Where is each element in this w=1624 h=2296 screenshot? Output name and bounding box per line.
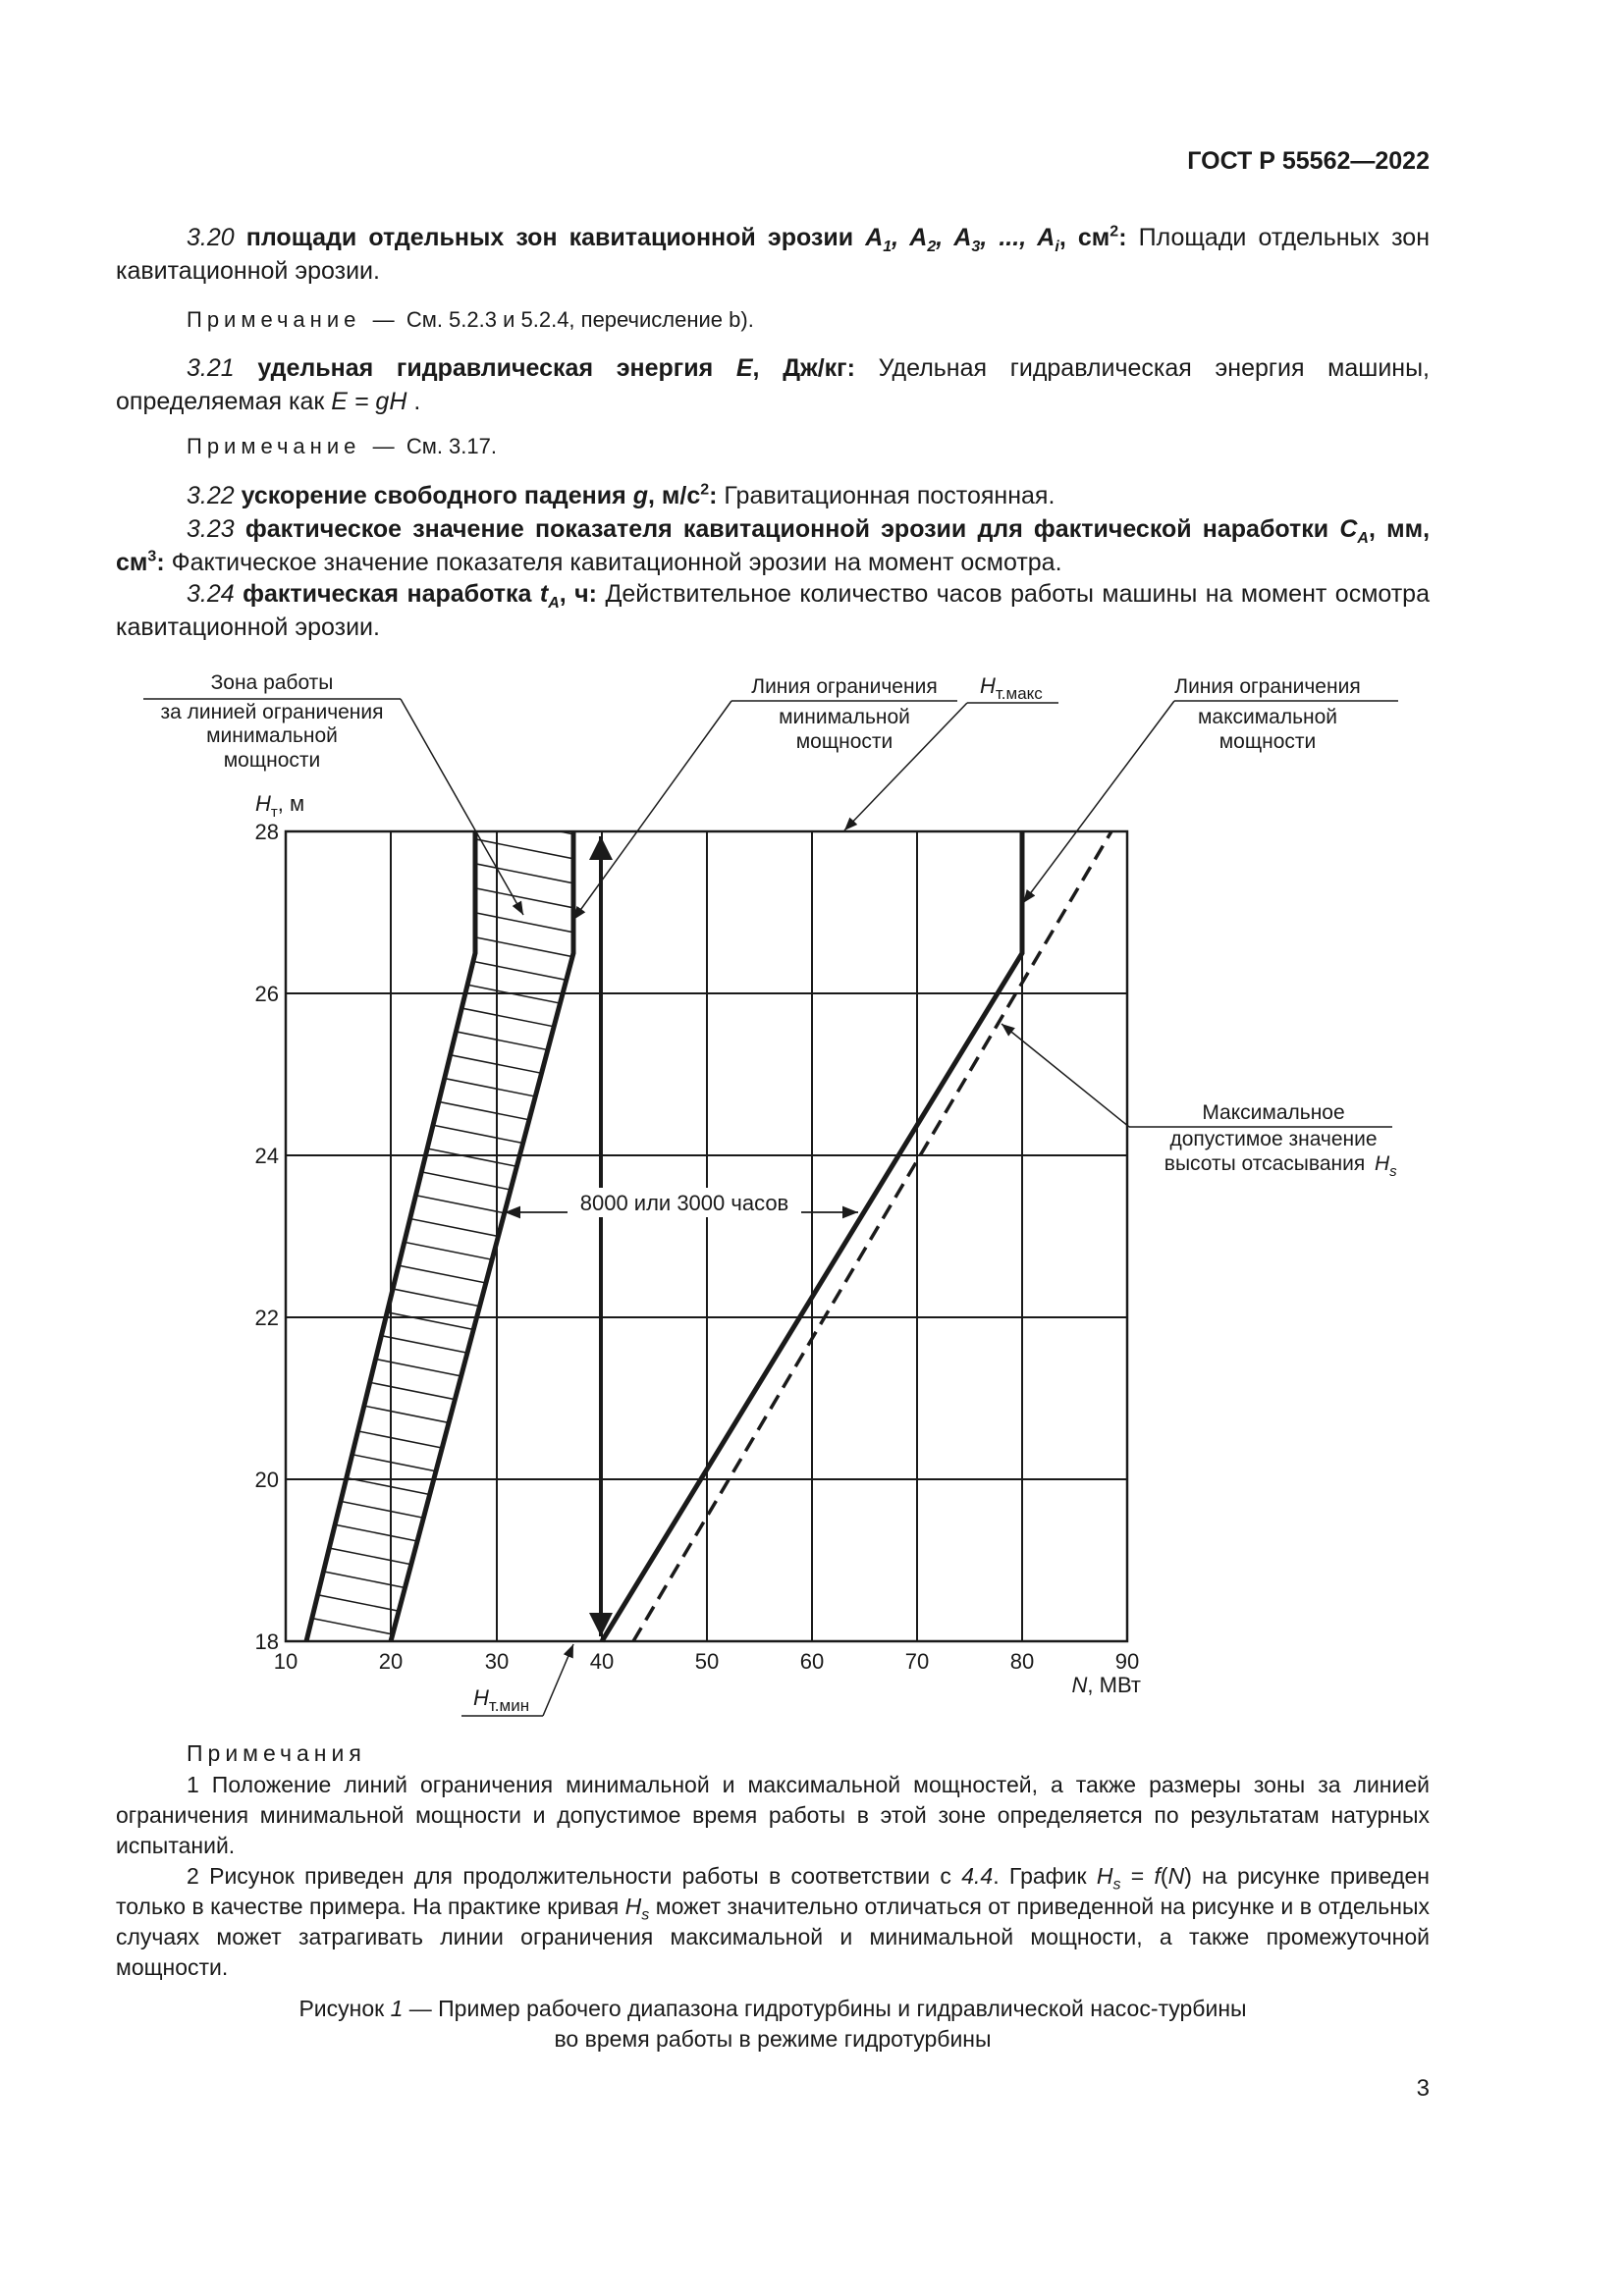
term-symbol: g (632, 482, 648, 509)
term-title: фактическое значение показателя кавитационной эрозии для фактической наработки (244, 515, 1329, 543)
x-axis-ticks (274, 1649, 1139, 1674)
y-axis-ticks (255, 820, 279, 1654)
svg-text:минимальной: минимальной (206, 724, 338, 747)
term-unit: мм, $см^3$: (116, 515, 1431, 576)
svg-text:Зона работы: Зона работы (210, 671, 334, 694)
term-definition: Площади отдельных зон кавитационной эрозии. (116, 224, 1430, 285)
page-number: 3 (1416, 2075, 1430, 2102)
term-3-23: 3.23 фактическое значение показателя кавитационной эрозии для фактической наработки $C_A$, мм, $см^3$: Фактическое значение показателя кавитационной эрозии на момент осмотра. (116, 515, 1431, 576)
term-number: 3.21 (187, 354, 235, 382)
h-max-label: $H_{т.макс}$ (980, 673, 1043, 703)
caption-line-2: во время работы в режиме гидротурбины (554, 2026, 992, 2052)
term-3-20: 3.20 площади отдельных зон кавитационной эрозии $A_1$, $A_2$, $A_3$, ..., $A_i$, $см^2$: Площади отдельных зон кавитационной эрозии. (116, 223, 1430, 285)
note-1: 1 Положение линий ограничения минимальной и максимальной мощностей, а также размеры зоны за линией ограничения минимальной мощности и допустимое время работы в этой зоне определяется по результатам натурных испытаний. (116, 1772, 1430, 1858)
svg-text:высоты отсасывания: высоты отсасывания (1164, 1152, 1366, 1175)
term-3-22: 3.22 ускорение свободного падения g, $м/с^2$: Гравитационная постоянная. (187, 481, 1056, 509)
note-3-21: Примечание — См. 3.17. (187, 434, 497, 458)
formula: E = gH (331, 388, 407, 415)
term-title: удельная гидравлическая энергия (257, 354, 714, 382)
note-label: Примечание (187, 434, 361, 458)
y-tick: 28 (254, 820, 279, 844)
svg-text:Hs: $H_s$ (1375, 1152, 1397, 1180)
term-title: фактическая наработка (243, 580, 532, 608)
term-title: площади отдельных зон кавитационной эрозии (245, 224, 854, 251)
svg-text:максимальной: максимальной (1197, 706, 1338, 728)
note-3-20: Примечание — См. 5.2.3 и 5.2.4, перечисление b). (187, 307, 754, 332)
note-text: См. 3.17. (406, 434, 497, 458)
term-3-24: 3.24 фактическая наработка $t_A$, ч: Действительное количество часов работы машины на момент осмотра кавитационной эрозии. (116, 580, 1430, 641)
document-code: ГОСТ Р 55562—2022 (1187, 147, 1430, 175)
term-number: 3.20 (187, 224, 235, 251)
term-unit: $м/с^2$: (661, 481, 718, 509)
figure-caption (116, 1994, 1430, 2055)
note-2: 2 Рисунок приведен для продолжительности работы в соответствии с 4.4. График $H_s = f(N)$ на рисунке приведен только в качестве примера. На практике кривая $H_s$ может значительно отличаться от приведенной на рисунке и в отдельных случаях может затрагивать линии ограничения максимальной и минимальной мощности, а также промежуточной мощности. (116, 1863, 1431, 1980)
term-unit: Дж/кг: (783, 354, 855, 382)
x-tick: 50 (694, 1649, 720, 1674)
x-tick: 40 (589, 1649, 615, 1674)
term-number: 3.23 (187, 515, 235, 543)
x-tick: 20 (378, 1649, 404, 1674)
svg-text:допустимое значение: допустимое значение (1169, 1128, 1378, 1150)
y-tick: 26 (254, 982, 279, 1006)
svg-text:за линией ограничения: за линией ограничения (160, 701, 384, 723)
x-tick: 70 (904, 1649, 930, 1674)
hours-label: 8000 или 3000 часов (579, 1191, 789, 1215)
callout-min-power-line (573, 675, 957, 920)
svg-text:Линия ограничения: Линия ограничения (1174, 675, 1361, 698)
notes-title: Примечания (187, 1740, 366, 1766)
x-axis-label: N, МВт (1071, 1673, 1141, 1697)
svg-text:Максимальное: Максимальное (1202, 1101, 1345, 1124)
hs-dashed-line (633, 831, 1111, 1641)
callout-zone (143, 671, 523, 915)
term-definition: Удельная гидравлическая энергия машины, определяемая как (116, 354, 1431, 415)
svg-text:минимальной: минимальной (779, 706, 910, 728)
term-symbol: $t_A$ (539, 580, 560, 612)
y-tick: 24 (254, 1144, 279, 1168)
callout-h-min (461, 1644, 573, 1716)
term-symbol: E (735, 354, 753, 382)
x-tick: 30 (484, 1649, 510, 1674)
note-text: См. 5.2.3 и 5.2.4, перечисление b). (406, 307, 754, 332)
y-tick: 20 (254, 1468, 279, 1492)
callout-hs (1001, 1024, 1397, 1180)
min-power-limit-line (391, 831, 573, 1641)
term-number: 3.24 (187, 580, 235, 608)
y-tick: 22 (254, 1306, 279, 1330)
term-definition: Фактическое значение показателя кавитационной эрозии на момент осмотра. (171, 549, 1062, 576)
h-min-label: $H_{т.мин}$ (473, 1685, 530, 1715)
svg-text:Линия ограничения: Линия ограничения (751, 675, 938, 698)
svg-text:мощности: мощности (795, 730, 893, 753)
term-3-21: 3.21 удельная гидравлическая энергия E, Дж/кг: Удельная гидравлическая энергия машины, определяемая как E = gH . (116, 354, 1431, 415)
x-tick: 80 (1009, 1649, 1035, 1674)
x-tick: 60 (799, 1649, 825, 1674)
term-definition: Действительное количество часов работы машины на момент осмотра кавитационной эрозии. (116, 580, 1430, 641)
y-tick: 18 (254, 1629, 279, 1654)
note-label: Примечание (187, 307, 361, 332)
y-axis-label: $H_т$, м (255, 791, 305, 821)
term-definition: Гравитационная постоянная. (724, 482, 1056, 509)
svg-text:мощности: мощности (223, 749, 321, 772)
x-tick: 90 (1114, 1649, 1140, 1674)
x-tick: 10 (273, 1649, 298, 1674)
term-number: 3.22 (187, 482, 235, 509)
callout-max-power-line (1023, 675, 1398, 903)
caption-line-1: Рисунок 1 — Пример рабочего диапазона гидротурбины и гидравлической насос-турбины (298, 1996, 1247, 2021)
term-unit: $см^2$: (1077, 223, 1127, 251)
term-title: ускорение свободного падения (241, 482, 626, 509)
term-unit: ч: (574, 580, 597, 608)
svg-text:мощности: мощности (1218, 730, 1317, 753)
grid (286, 831, 1127, 1641)
term-symbols: $A_1$, $A_2$, $A_3$, ..., $A_i$ (865, 224, 1059, 255)
term-symbol: $C_A$ (1339, 515, 1369, 547)
